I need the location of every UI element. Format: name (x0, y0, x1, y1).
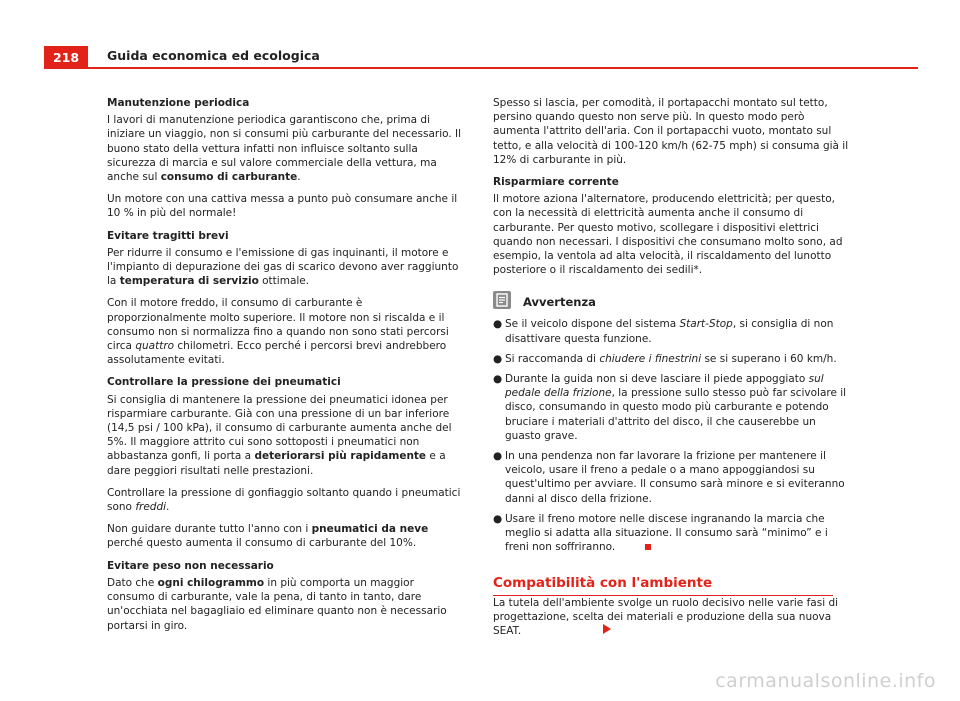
warning-title: Avvertenza (523, 295, 596, 310)
continue-arrow-icon (603, 624, 611, 638)
heading-manutenzione: Manutenzione periodica (107, 97, 250, 109)
header-divider (44, 67, 918, 69)
list-item: ● Se il veicolo dispone del sistema Start-Stop, si consiglia di non disattivare questa funzione. (493, 318, 834, 345)
list-item: ● In una pendenza non far lavorare la frizione per mantenere il veicolo, usare il freno a pedale o a mano appoggiandosi su quest'ultimo per avviare. Il consumo sarà minore e si eviteranno danni al disco della frizione. (493, 450, 845, 505)
paragraph: Dato che ogni chilogrammo in più comporta un maggior consumo di carburante, vale la pena, di tanto in tanto, dare un'occhiata nel bagagliaio ed eliminare quanto non è necessario portarsi in giro. (107, 576, 447, 632)
paragraph: La tutela dell'ambiente svolge un ruolo decisivo nelle varie fasi di progettazione, scelta dei materiali e produzione della sua nuova SEAT. (493, 596, 839, 638)
bullet-icon: ● (493, 512, 503, 525)
paragraph: Per ridurre il consumo e l'emissione di gas inquinanti, il motore e l'impianto di depurazione dei gas di scarico devono aver raggiunto la temperatura di servizio ottimale. (107, 246, 459, 288)
list-item: ● Durante la guida non si deve lasciare il piede appoggiato sul pedale della frizione, la pressione sullo stesso può far scivolare il disco, consumando in questo modo più carburante e potendo bruciare i materiali d'attrito del disco, il che causerebbe un guasto grave. (493, 373, 847, 442)
warning-header (493, 291, 849, 309)
section-title: Compatibilità con l'ambiente (493, 576, 833, 595)
note-icon (493, 291, 511, 309)
right-column (493, 96, 849, 646)
heading-corrente: Risparmiare corrente (493, 176, 619, 189)
paragraph: Un motore con una cattiva messa a punto può consumare anche il 10 % in più del normale! (107, 193, 458, 220)
left-column (107, 96, 463, 641)
paragraph: Spesso si lascia, per comodità, il portapacchi montato sul tetto, persino quando questo non serve più. In questo modo però aumenta l'attrito dell'aria. Con il portapacchi vuoto, montato sul tetto, e alla velocità di 100-120 km/h (62-75 mph) si consuma già il 12% di carburante in più. (493, 97, 849, 166)
watermark: carmanualsonline.info (715, 670, 936, 692)
paragraph: Controllare la pressione di gonfiaggio soltanto quando i pneumatici sono freddi. (107, 486, 461, 514)
heading-peso: Evitare peso non necessario (107, 559, 274, 572)
paragraph: I lavori di manutenzione periodica garantiscono che, prima di iniziare un viaggio, non si consumi più carburante del necessario. Il buono stato della vettura infatti non influisce soltanto sulla sicurezza di marcia e sul valore commerciale della vettura, ma anche sul consumo di carburante. (107, 114, 462, 184)
bullet-icon: ● (493, 373, 503, 386)
page-number: 218 (44, 46, 88, 68)
heading-pressione: Controllare la pressione dei pneumatici (107, 376, 341, 389)
bullet-icon: ● (493, 352, 503, 365)
end-marker-icon (645, 544, 651, 550)
paragraph: Il motore aziona l'alternatore, producendo elettricità; per questo, con la necessità di elettricità aumenta anche il consumo di carburante. Per questo motivo, scollegare i dispositivi elettrici quando non necessari. I dispositivi che consumano molto sono, ad esempio, la ventola ad alta velocità, il riscaldamento del lunotto posteriore o il riscaldamento dei sedili*. (493, 193, 843, 277)
heading-tragitti-brevi: Evitare tragitti brevi (107, 229, 229, 242)
bullet-icon: ● (493, 318, 503, 331)
paragraph: Non guidare durante tutto l'anno con i pneumatici da neve perché questo aumenta il consumo di carburante del 10%. (107, 523, 429, 550)
bullet-icon: ● (493, 450, 503, 463)
paragraph: Con il motore freddo, il consumo di carburante è proporzionalmente molto superiore. Il motore non si riscalda e il consumo non si normalizza fino a quando non sono stati percorsi circa quattro chilometri. Ecco perché i percorsi brevi andrebbero assolutamente evitati. (107, 297, 449, 367)
paragraph: Si consiglia di mantenere la pressione dei pneumatici idonea per risparmiare carburante. Già con una pressione di un bar inferiore (14,5 psi / 100 kPa), il consumo di carburante aumenta anche del 5%. Il maggiore attrito cui sono sottoposti i pneumatici non abbastanza gonfi, li porta a deteriorarsi più rapidamente e a dare peggiori risultati nelle prestazioni. (107, 393, 452, 477)
list-item: ● Usare il freno motore nelle discese ingranando la marcia che meglio si adatta alla situazione. Il consumo sarà “minimo” e i freni non soffriranno. (493, 512, 828, 554)
list-item: ● Si raccomanda di chiudere i finestrini se si superano i 60 km/h. (493, 352, 837, 365)
page-header-title: Guida economica ed ecologica (107, 48, 320, 63)
